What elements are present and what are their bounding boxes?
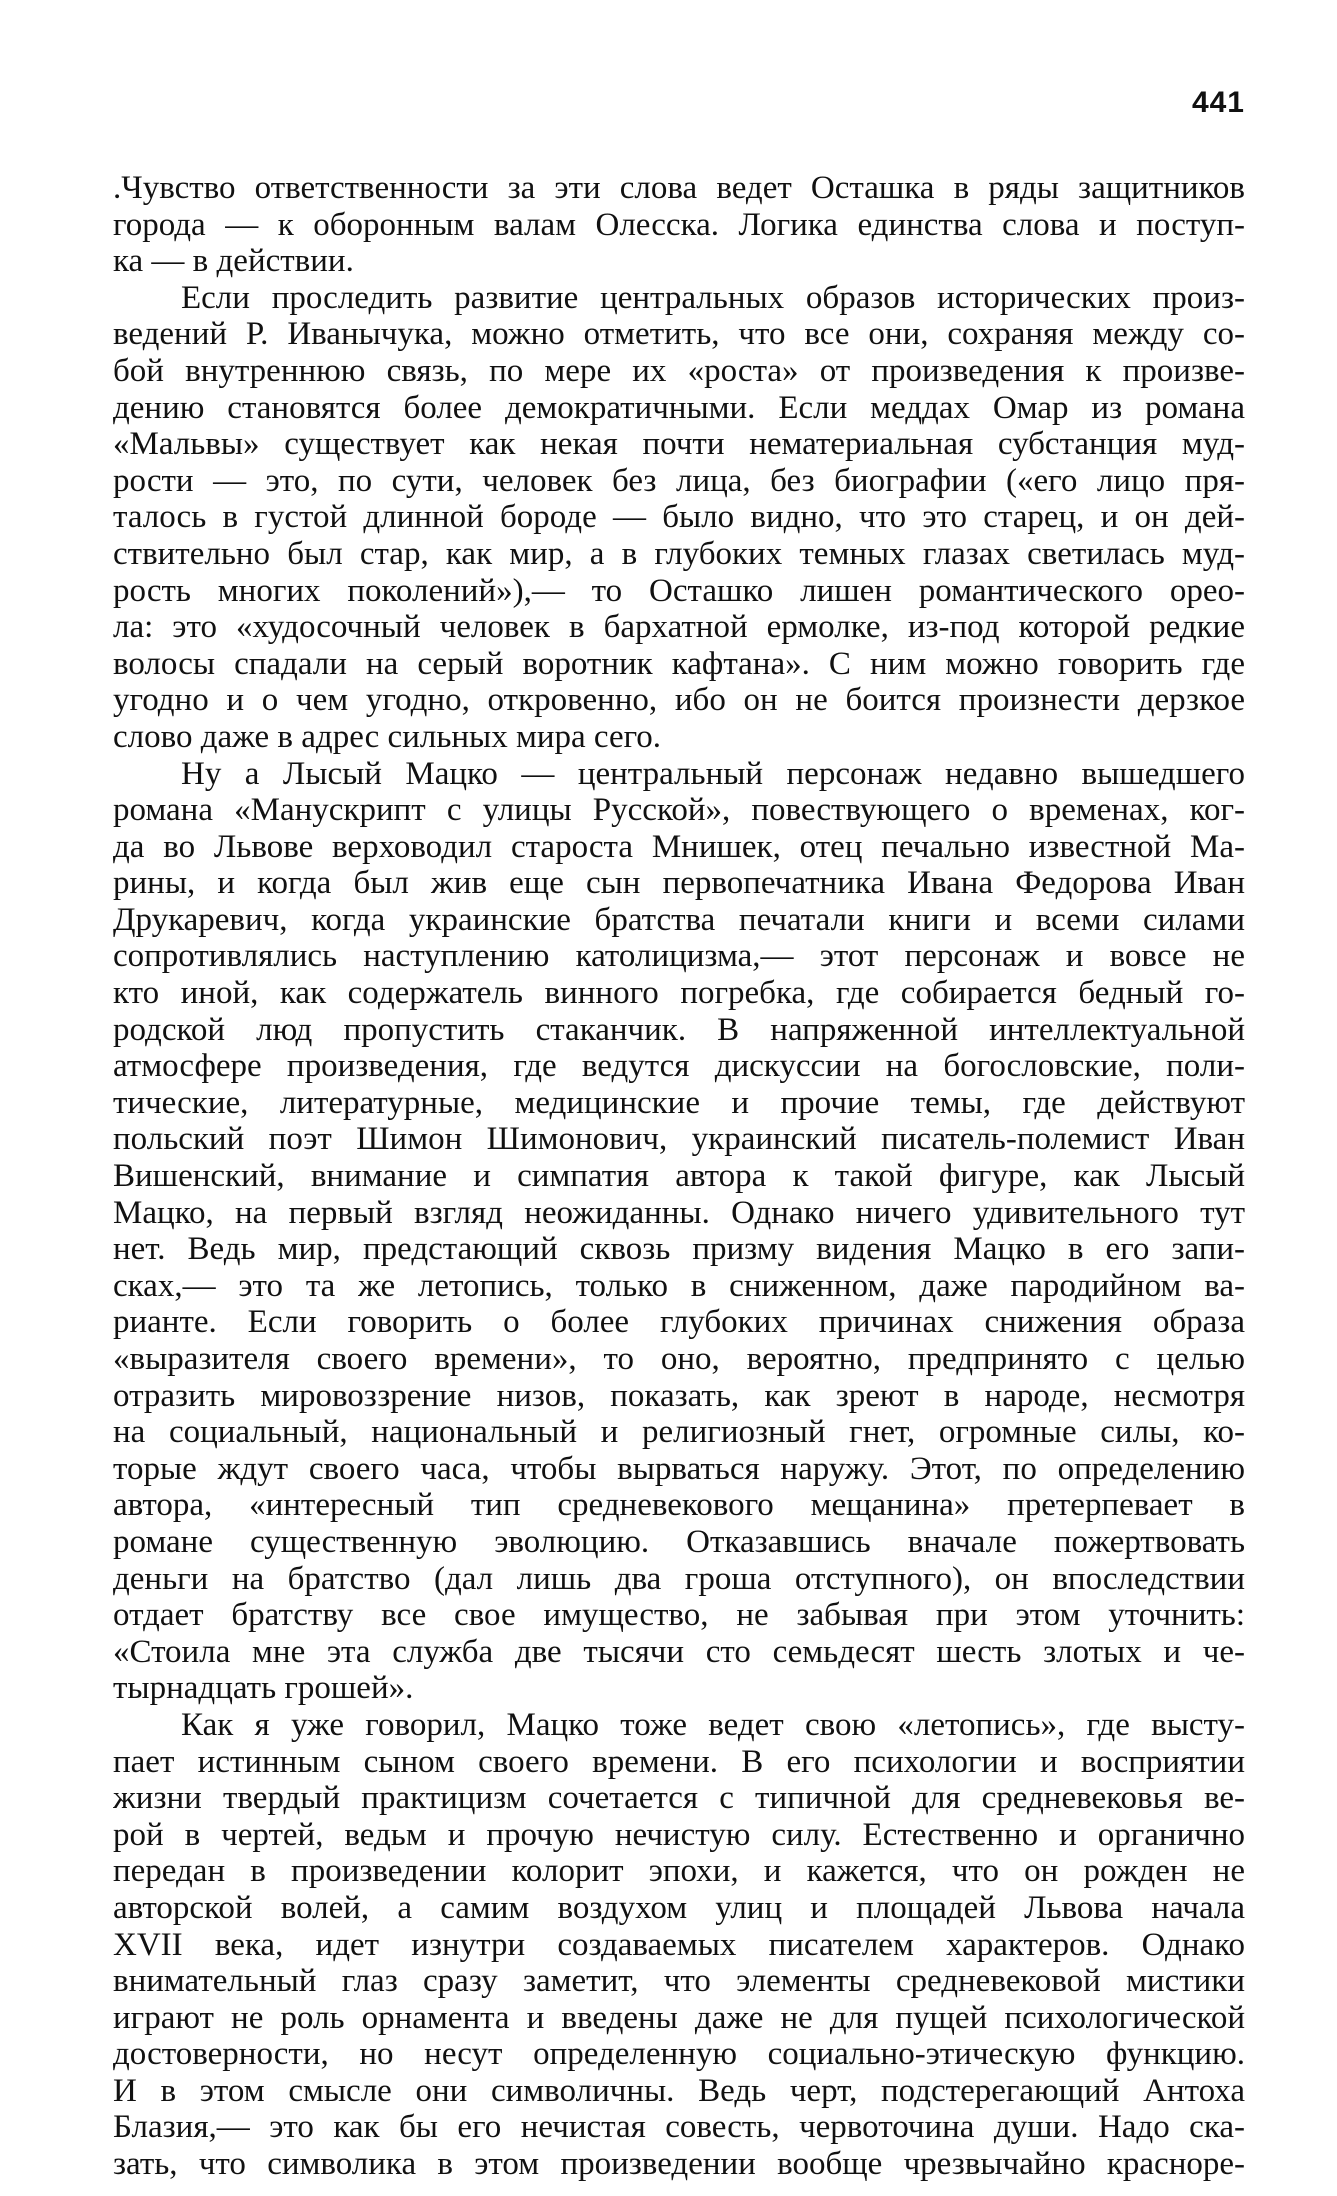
- text-line: романа «Манускрипт с улицы Русской», повествующего о временах, ког-: [113, 792, 1245, 829]
- text-line: Друкаревич, когда украинские братства печатали книги и всеми силами: [113, 901, 1245, 938]
- page-number: 441: [1191, 86, 1245, 119]
- text-line: на социальный, национальный и религиозный гнет, огромные силы, ко-: [113, 1414, 1245, 1451]
- paragraph-first-line: Ну а Лысый Мацко — центральный персонаж недавно вышедшего: [181, 755, 1245, 792]
- text-line: нет. Ведь мир, предстающий сквозь призму видения Мацко в его запи-: [113, 1231, 1245, 1268]
- body-text: [113, 170, 1245, 2183]
- text-line: деньги на братство (дал лишь два гроша отступного), он впоследствии: [113, 1560, 1245, 1597]
- text-line: И в этом смысле они символичны. Ведь черт, подстерегающий Антоха: [113, 2072, 1245, 2109]
- text-line: талось в густой длинной бороде — было видно, что это старец, и он дей-: [113, 499, 1245, 536]
- text-line: ствительно был стар, как мир, а в глубоких темных глазах светилась муд-: [113, 535, 1245, 572]
- text-line: волосы спадали на серый воротник кафтана». С ним можно говорить где: [113, 645, 1245, 682]
- text-line: дению становятся более демократичными. Если меддах Омар из романа: [113, 389, 1245, 426]
- text-line: родской люд пропустить стаканчик. В напряженной интеллектуальной: [113, 1011, 1245, 1048]
- text-line: рость многих поколений»),— то Осташко лишен романтического орео-: [113, 572, 1245, 609]
- text-line: ка — в действии.: [113, 243, 354, 280]
- text-line: автора, «интересный тип средневекового мещанина» претерпевает в: [113, 1487, 1245, 1524]
- text-line: сках,— это та же летопись, только в сниженном, даже пародийном ва-: [113, 1267, 1245, 1304]
- text-line: да во Львове верховодил староста Мнишек, отец печально известной Ма-: [113, 828, 1245, 865]
- text-line: тырнадцать грошей».: [113, 1670, 414, 1707]
- text-line: польский поэт Шимон Шимонович, украинский писатель-полемист Иван: [113, 1121, 1245, 1158]
- text-line: ведений Р. Иванычука, можно отметить, что все они, сохраняя между со-: [113, 316, 1245, 353]
- text-line: внимательный глаз сразу заметит, что элементы средневековой мистики: [113, 1963, 1245, 2000]
- text-line: Блазия,— это как бы его нечистая совесть, червоточина души. Надо ска-: [113, 2109, 1245, 2146]
- paragraph-first-line: Если проследить развитие центральных образов исторических произ-: [181, 279, 1245, 316]
- text-line: рианте. Если говорить о более глубоких причинах снижения образа: [113, 1304, 1245, 1341]
- text-line: рости — это, по сути, человек без лица, без биографии («его лицо пря-: [113, 462, 1245, 499]
- text-line: жизни твердый практицизм сочетается с типичной для средневековья ве-: [113, 1780, 1245, 1817]
- text-line: кто иной, как содержатель винного погребка, где собирается бедный го-: [113, 975, 1245, 1012]
- text-line: торые ждут своего часа, чтобы вырваться наружу. Этот, по определению: [113, 1450, 1245, 1487]
- text-line: слово даже в адрес сильных мира сего.: [113, 718, 662, 755]
- text-line: рины, и когда был жив еще сын первопечатника Ивана Федорова Иван: [113, 865, 1245, 902]
- text-line: играют не роль орнамента и введены даже не для пущей психологической: [113, 1999, 1245, 2036]
- text-line: атмосфере произведения, где ведутся дискуссии на богословские, поли-: [113, 1048, 1245, 1085]
- text-line: рой в чертей, ведьм и прочую нечистую силу. Естественно и органично: [113, 1816, 1245, 1853]
- text-line: угодно и о чем угодно, откровенно, ибо он не боится произнести дерзкое: [113, 682, 1245, 719]
- text-line: «выразителя своего времени», то оно, вероятно, предпринято с целью: [113, 1341, 1245, 1377]
- text-line: достоверности, но несут определенную социально-этическую функцию.: [113, 2036, 1245, 2073]
- text-line: зать, что символика в этом произведении вообще чрезвычайно красноре-: [113, 2146, 1245, 2183]
- text-line: Мацко, на первый взгляд неожиданны. Однако ничего удивительного тут: [113, 1194, 1245, 1231]
- text-line: отразить мировоззрение низов, показать, как зреют в народе, несмотря: [113, 1377, 1245, 1414]
- text-line: .Чувство ответственности за эти слова ведет Осташка в ряды защитников: [113, 170, 1245, 206]
- paragraph-first-line: Как я уже говорил, Мацко тоже ведет свою «летопись», где высту-: [181, 1706, 1245, 1743]
- text-line: передан в произведении колорит эпохи, и кажется, что он рожден не: [113, 1853, 1245, 1890]
- text-line: «Мальвы» существует как некая почти нематериальная субстанция муд-: [113, 426, 1245, 463]
- text-line: тические, литературные, медицинские и прочие темы, где действуют: [113, 1084, 1245, 1121]
- text-line: сопротивлялись наступлению католицизма,— этот персонаж и вовсе не: [113, 938, 1245, 975]
- text-line: пает истинным сыном своего времени. В его психологии и восприятии: [113, 1743, 1245, 1780]
- text-line: отдает братству все свое имущество, не забывая при этом уточнить:: [113, 1597, 1245, 1634]
- text-line: авторской волей, а самим воздухом улиц и площадей Львова начала: [113, 1889, 1245, 1926]
- text-line: «Стоила мне эта служба две тысячи сто семьдесят шесть злотых и че-: [113, 1633, 1245, 1670]
- text-line: Вишенский, внимание и симпатия автора к такой фигуре, как Лысый: [113, 1158, 1245, 1195]
- text-line: бой внутреннюю связь, по мере их «роста» от произведения к произве-: [113, 352, 1245, 389]
- text-line: города — к оборонным валам Олесска. Логика единства слова и поступ-: [113, 206, 1245, 243]
- text-line: ла: это «худосочный человек в бархатной ермолке, из-под которой редкие: [113, 609, 1245, 646]
- text-line: XVII века, идет изнутри создаваемых писателем характеров. Однако: [113, 1926, 1245, 1963]
- text-line: романе существенную эволюцию. Отказавшись вначале пожертвовать: [113, 1523, 1245, 1560]
